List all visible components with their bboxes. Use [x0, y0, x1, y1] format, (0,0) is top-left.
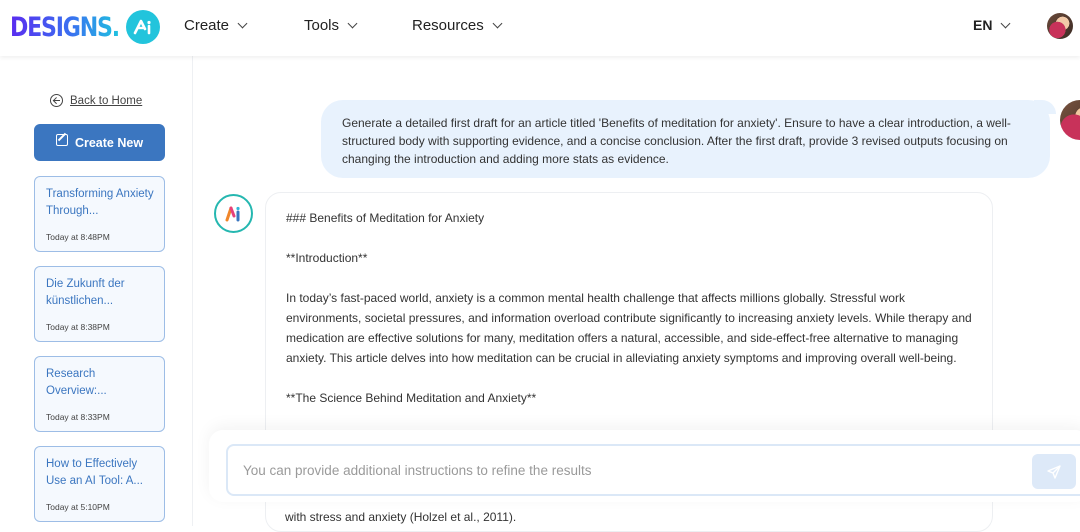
history-item[interactable] [34, 446, 165, 522]
back-to-home-link[interactable] [50, 94, 142, 107]
send-button[interactable] [1032, 454, 1076, 489]
back-to-home-label: Back to Home [70, 94, 143, 107]
history-item-time: Today at 5:10PM [46, 502, 110, 512]
ai-logo-icon [225, 206, 243, 222]
user-avatar[interactable] [1047, 13, 1073, 39]
nav-resources-menu[interactable] [412, 17, 501, 34]
language-selector[interactable] [973, 17, 1009, 33]
nav-tools-label: Tools [304, 17, 340, 34]
chevron-down-icon [1001, 18, 1011, 28]
user-message-avatar [1060, 100, 1080, 140]
nav-resources-label: Resources [412, 17, 484, 34]
ai-response-intro-label: **Introduction** [286, 251, 368, 265]
chevron-down-icon [348, 19, 358, 29]
language-label: EN [973, 17, 993, 33]
refine-instructions-input[interactable] [228, 446, 1008, 494]
ai-response-intro-paragraph: In today’s fast-paced world, anxiety is a common mental health challenge that affects millions globally. Stressful work environments, societal pressures, and information overload contribute significantly to increasing anxiety levels. While therapy and medication are effective solutions for many, meditation offers a natural, accessible, and side-effect-free alternative to managing anxiety. This article delves into how meditation can be crucial in alleviating anxiety symptoms and improving overall well-being. [286, 291, 972, 365]
create-new-button[interactable] [34, 124, 165, 161]
logo-ai-badge-icon [126, 10, 160, 44]
sidebar [0, 56, 193, 526]
history-item-time: Today at 8:33PM [46, 412, 110, 422]
logo[interactable] [10, 9, 143, 45]
history-item-title: Transforming Anxiety Through... [46, 188, 154, 217]
logo-text: DESIGNS. [10, 11, 119, 43]
history-item-time: Today at 8:48PM [46, 232, 110, 242]
nav-tools-menu[interactable] [304, 17, 356, 34]
history-item-time: Today at 8:38PM [46, 322, 110, 332]
history-item-title: Research Overview:... [46, 368, 107, 397]
nav-create-label: Create [184, 17, 230, 34]
chevron-down-icon [238, 19, 248, 29]
ai-response-tail-text: with stress and anxiety (Holzel et al., 2011). [285, 510, 517, 524]
composer-container [209, 430, 1080, 502]
user-message-bubble [321, 100, 1050, 178]
history-item[interactable] [34, 356, 165, 432]
nav-create-menu[interactable] [184, 17, 246, 34]
chevron-down-icon [492, 19, 502, 29]
ai-avatar [214, 194, 253, 233]
history-item[interactable] [34, 266, 165, 342]
ai-response-heading: ### Benefits of Meditation for Anxiety [286, 211, 485, 225]
history-item-title: How to Effectively Use an AI Tool: A... [46, 458, 143, 487]
edit-icon [56, 134, 68, 146]
history-item-title: Die Zukunft der künstlichen... [46, 278, 125, 307]
create-new-label: Create New [74, 135, 144, 150]
history-item[interactable] [34, 176, 165, 252]
back-arrow-icon [50, 94, 63, 107]
top-navigation [0, 0, 1080, 56]
ai-response-science-label: **The Science Behind Meditation and Anxiety** [286, 391, 537, 405]
send-icon [1046, 464, 1062, 480]
user-message-text: Generate a detailed first draft for an article titled 'Benefits of meditation for anxiety'. Ensure to have a clear introduction, a well-structured body with supporting evidence, and a concise conclusion. After the first draft, provide 3 revised outputs focusing on changing the introduction and adding more stats as evidence. [342, 116, 1011, 166]
composer [226, 444, 1080, 496]
